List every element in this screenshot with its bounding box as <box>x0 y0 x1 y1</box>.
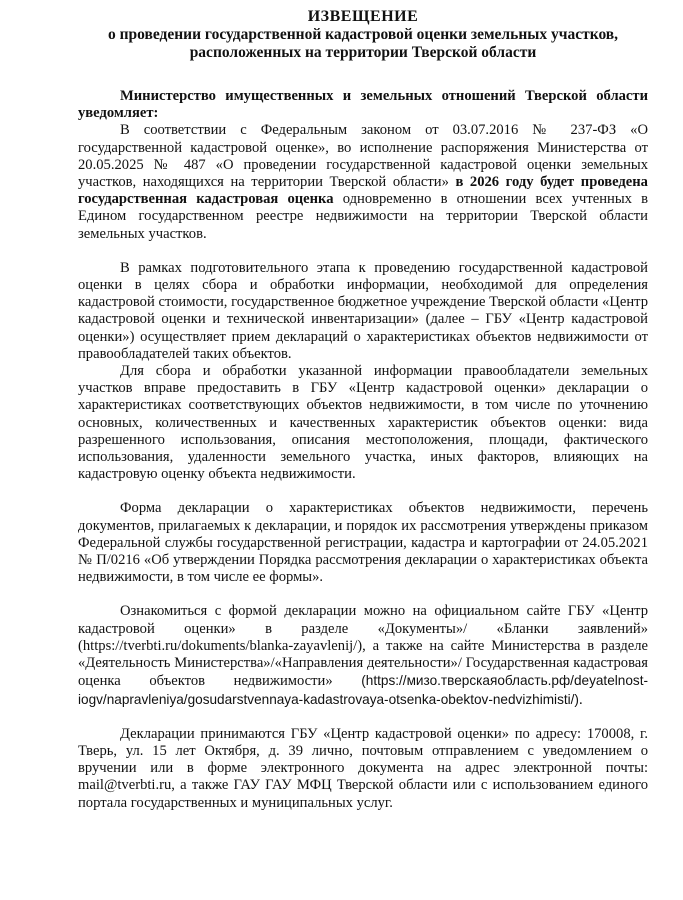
paragraph-declarations-right: Для сбора и обработки указанной информации правообладатели земельных участков вправе предоставить в ГБУ «Центр кадастровой оценки» декларации о характеристиках соответствующих объектов недвижимости, в том числе по уточнению основных, количественных и качественных характеристик объектов оценки: вида разрешенного использования, описания местоположения, площади, фактического использования, удаленности земельного участка, иных факторов, влияющих на кадастровую оценку объекта недвижимости. <box>78 363 648 483</box>
gbu-documents-link[interactable]: (https://tverbti.ru/dokuments/blanka-zayavlenij/) <box>78 637 363 654</box>
paragraph-where-to-find-end: . <box>578 691 583 708</box>
paragraph-law-basis-text: В соответствии с Федеральным законом от 03.07.2016 № 237-ФЗ «О государственной кадастровой оценке», во исполнение распоряжения Министерства от 20.05.2025 № 487 «О проведении государственной кадастровой оценки земельных участков, находящихся на территории Тверской области» <box>78 122 648 191</box>
notice-title: ИЗВЕЩЕНИЕ <box>307 8 419 25</box>
notice-subtitle-line2: расположенных на территории Тверской области <box>189 44 537 61</box>
paragraph-where-to-find <box>78 603 648 708</box>
ministry-announcement: Министерство имущественных и земельных отношений Тверской области уведомляет: <box>78 88 648 122</box>
notice-subtitle-line1: о проведении государственной кадастровой оценки земельных участков, <box>107 26 619 43</box>
paragraph-where-to-find-mid: , а также на сайте Министерства в разделе «Деятельность Министерства»/«Направления деятельности»/ Государственная кадастровая оценка объектов недвижимости» <box>78 637 648 690</box>
paragraph-law-basis-tail: одновременно в отношении всех учтенных в Едином государственном реестре недвижимости на территории Тверской области земельных участков. <box>78 191 648 242</box>
paragraph-law-basis <box>78 122 648 242</box>
paragraph-law-basis-emphasis: в 2026 году будет проведена государственная кадастровая оценка <box>78 174 648 208</box>
paragraph-submission-address: Декларации принимаются ГБУ «Центр кадастровой оценки» по адресу: 170008, г. Тверь, ул. 15 лет Октября, д. 39 лично, почтовым отправлением с уведомлением о вручении или в форме электронного документа на адрес электронной почты: mail@tverbti.ru, а также ГАУ ГАУ МФЦ Тверской области или с использованием единого портала государственных и муниципальных услуг. <box>78 725 648 811</box>
paragraph-declaration-form: Форма декларации о характеристиках объектов недвижимости, перечень документов, прилагаемых к декларации, и порядок их рассмотрения утверждены приказом Федеральной службы государственной регистрации, кадастра и картографии от 24.05.2021 № П/0216 «Об утверждении Порядка рассмотрения декларации о характеристиках объекта недвижимости, в том числе ее формы». <box>78 500 648 586</box>
paragraph-preparatory-stage: В рамках подготовительного этапа к проведению государственной кадастровой оценки в целях сбора и обработки информации, необходимой для определения кадастровой стоимости, государственное бюджетное учреждение Тверской области «Центр кадастровой оценки и технической инвентаризации» (далее – ГБУ «Центр кадастровой оценки») осуществляет прием деклараций о характеристиках объектов недвижимости от правообладателей таких объектов. <box>78 259 648 362</box>
paragraph-where-to-find-text: Ознакомиться с формой декларации можно на официальном сайте ГБУ «Центр кадастровой оценки» в разделе «Документы»/ «Бланки заявлений» <box>78 603 648 637</box>
notice-header <box>38 8 683 62</box>
ministry-section-link[interactable]: (https://мизо.тверскаяобласть.рф/deyatelnost-iogv/napravleniya/gosudarstvennaya-kadastrovaya-otsenka-obektov-nedvizhimisti/) <box>78 673 648 707</box>
